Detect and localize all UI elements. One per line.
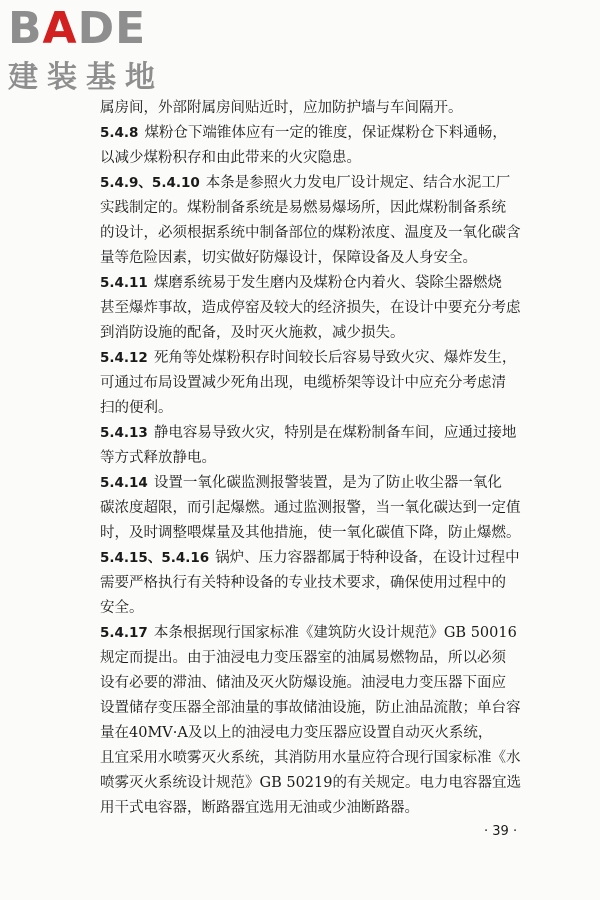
- text-line: [100, 146, 560, 171]
- text-line: [100, 521, 560, 546]
- clause-number: 5.4.15、5.4.16: [100, 550, 210, 566]
- line-text: 的设计，必须根据系统中制备部位的煤粉浓度、温度及一氧化碳含: [100, 225, 521, 241]
- text-line: [100, 446, 560, 471]
- document-body: [100, 96, 560, 821]
- page-number: · 39 ·: [484, 824, 518, 839]
- line-text: 可通过布局设置减少死角出现，电缆桥架等设计中应充分考虑清: [100, 375, 506, 391]
- line-text: 规定而提出。由于油浸电力变压器室的油属易燃物品，所以必须: [100, 650, 506, 666]
- line-text: 扫的便利。: [100, 400, 173, 416]
- text-line: [100, 746, 560, 771]
- text-line: [100, 321, 560, 346]
- text-line: [100, 621, 560, 646]
- text-line: [100, 121, 560, 146]
- text-line: [100, 196, 560, 221]
- text-line: [100, 796, 560, 821]
- line-text: 量在40MV·A及以上的油浸电力变压器应设置自动灭火系统，: [100, 725, 493, 741]
- text-line: [100, 496, 560, 521]
- line-text: 用干式电容器，断路器宜选用无油或少油断路器。: [100, 800, 419, 816]
- clause-number: 5.4.8: [100, 125, 139, 141]
- line-text: 量等危险因素，切实做好防爆设计，保障设备及人身安全。: [100, 250, 477, 266]
- text-line: [100, 396, 560, 421]
- line-text: 需要严格执行有关特种设备的专业技术要求，确保使用过程中的: [100, 575, 506, 591]
- line-text: 时，及时调整喂煤量及其他措施，使一氧化碳值下降，防止爆燃。: [100, 525, 521, 541]
- watermark-latin-text: [8, 4, 178, 54]
- text-line: [100, 571, 560, 596]
- line-text: 甚至爆炸事故，造成停窑及较大的经济损失，在设计中要充分考虑: [100, 300, 521, 316]
- line-text: 且宜采用水喷雾灭火系统，其消防用水量应符合现行国家标准《水: [100, 750, 521, 766]
- text-line: [100, 171, 560, 196]
- text-line: [100, 646, 560, 671]
- line-text: 本条是参照火力发电厂设计规定、结合水泥工厂: [205, 175, 511, 191]
- line-text: 到消防设施的配备，及时灭火施救，减少损失。: [100, 325, 405, 341]
- line-text: 煤磨系统易于发生磨内及煤粉仓内着火、袋除尘器燃烧: [153, 275, 502, 291]
- line-text: 等方式释放静电。: [100, 450, 216, 466]
- text-line: [100, 596, 560, 621]
- line-text: 喷雾灭火系统设计规范》GB 50219的有关规定。电力电容器宜选: [100, 775, 521, 791]
- clause-number: 5.4.17: [100, 625, 148, 641]
- text-line: [100, 721, 560, 746]
- watermark-cjk-text: 建装基地: [8, 60, 164, 95]
- line-text: 本条根据现行国家标准《建筑防火设计规范》GB 50016: [153, 625, 517, 641]
- line-text: 设置储存变压器全部油量的事故储油设施，防止油品流散；单台容: [100, 700, 521, 716]
- text-line: [100, 771, 560, 796]
- clause-number: 5.4.9、5.4.10: [100, 175, 200, 191]
- line-text: 属房间，外部附属房间贴近时，应加防护墙与车间隔开。: [100, 100, 463, 116]
- line-text: 死角等处煤粉积存时间较长后容易导致火灾、爆炸发生，: [153, 350, 517, 366]
- line-text: 以减少煤粉积存和由此带来的火灾隐患。: [100, 150, 361, 166]
- text-line: [100, 371, 560, 396]
- line-text: 静电容易导致火灾，特别是在煤粉制备车间，应通过接地: [153, 425, 517, 441]
- clause-number: 5.4.14: [100, 475, 148, 491]
- text-line: [100, 546, 560, 571]
- text-line: [100, 271, 560, 296]
- text-line: [100, 346, 560, 371]
- line-text: 设有必要的滞油、储油及灭火防爆设施。油浸电力变压器下面应: [100, 675, 506, 691]
- text-line: [100, 296, 560, 321]
- text-line: [100, 421, 560, 446]
- text-line: [100, 246, 560, 271]
- text-line: [100, 671, 560, 696]
- watermark-letters-1: B: [8, 3, 43, 54]
- bade-watermark-logo: [8, 4, 178, 100]
- text-line: [100, 96, 560, 121]
- line-text: 安全。: [100, 600, 144, 616]
- line-text: 实践制定的。煤粉制备系统是易燃易爆场所，因此煤粉制备系统: [100, 200, 506, 216]
- text-line: [100, 471, 560, 496]
- watermark-letters-2: DE: [77, 3, 147, 54]
- text-line: [100, 221, 560, 246]
- text-line: [100, 696, 560, 721]
- line-text: 碳浓度超限，而引起爆燃。通过监测报警，当一氧化碳达到一定值: [100, 500, 521, 516]
- watermark-accent-letter: A: [42, 3, 78, 54]
- clause-number: 5.4.12: [100, 350, 148, 366]
- line-text: 设置一氧化碳监测报警装置，是为了防止收尘器一氧化: [153, 475, 502, 491]
- line-text: 锅炉、压力容器都属于特种设备，在设计过程中: [215, 550, 520, 566]
- clause-number: 5.4.11: [100, 275, 148, 291]
- line-text: 煤粉仓下端锥体应有一定的锥度，保证煤粉仓下料通畅，: [144, 125, 507, 141]
- clause-number: 5.4.13: [100, 425, 148, 441]
